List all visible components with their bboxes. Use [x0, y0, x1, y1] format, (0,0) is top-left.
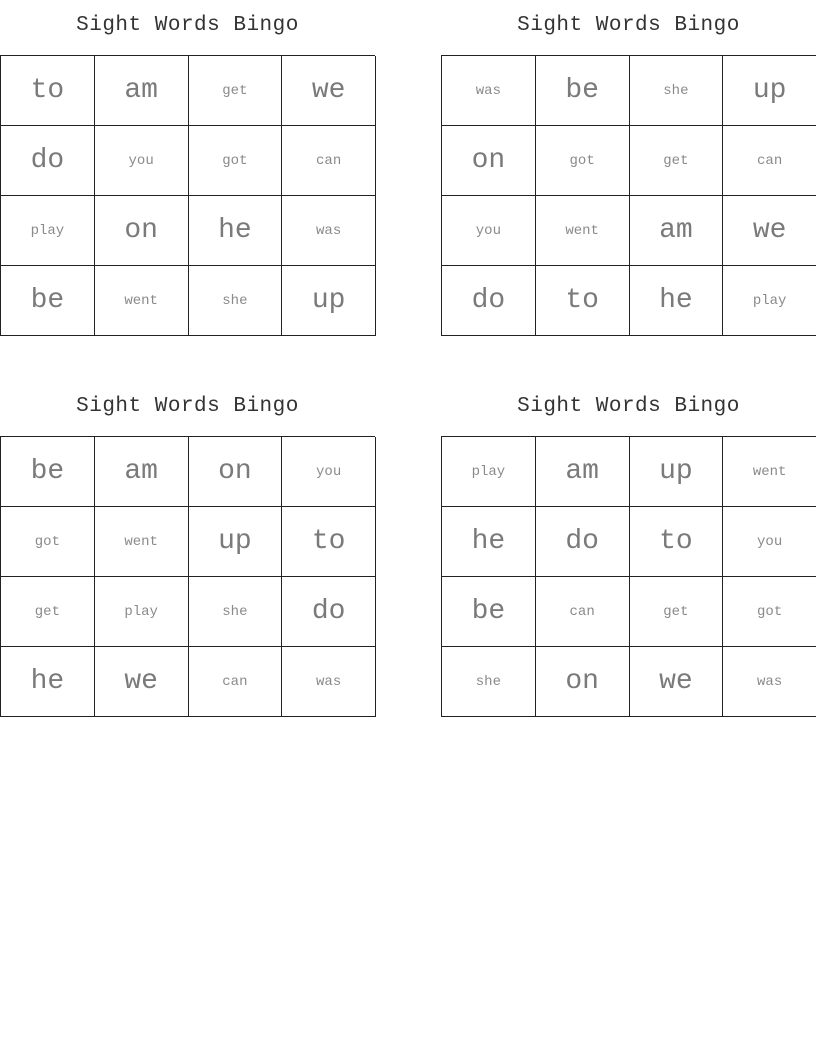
bingo-cell: he	[630, 266, 724, 336]
bingo-cell: up	[282, 266, 376, 336]
bingo-cell: was	[282, 647, 376, 717]
bingo-card-3	[0, 381, 375, 717]
bingo-cell: play	[95, 577, 189, 647]
bingo-cell: be	[536, 56, 630, 126]
card-title: Sight Words Bingo	[517, 395, 740, 418]
bingo-cell: on	[189, 437, 283, 507]
bingo-cell: play	[1, 196, 95, 266]
bingo-grid	[0, 55, 375, 336]
bingo-cell: on	[536, 647, 630, 717]
bingo-cell: you	[95, 126, 189, 196]
bingo-grid	[0, 436, 375, 717]
bingo-cell: up	[723, 56, 816, 126]
bingo-cell: do	[282, 577, 376, 647]
bingo-cell: play	[723, 266, 816, 336]
bingo-cell: went	[95, 266, 189, 336]
bingo-cell: went	[723, 437, 816, 507]
bingo-cell: she	[189, 266, 283, 336]
bingo-cell: we	[723, 196, 816, 266]
bingo-cell: do	[1, 126, 95, 196]
card-title: Sight Words Bingo	[76, 14, 299, 37]
bingo-cell: do	[442, 266, 536, 336]
bingo-cell: we	[95, 647, 189, 717]
bingo-cell: do	[536, 507, 630, 577]
bingo-cell: on	[95, 196, 189, 266]
bingo-cell: am	[536, 437, 630, 507]
bingo-cell: can	[723, 126, 816, 196]
bingo-cell: we	[282, 56, 376, 126]
bingo-cell: to	[282, 507, 376, 577]
bingo-card-1	[0, 0, 375, 336]
bingo-cell: he	[189, 196, 283, 266]
bingo-cell: you	[723, 507, 816, 577]
bingo-cell: got	[723, 577, 816, 647]
bingo-cell: can	[536, 577, 630, 647]
bingo-cell: she	[630, 56, 724, 126]
bingo-cell: got	[189, 126, 283, 196]
bingo-cell: went	[536, 196, 630, 266]
bingo-cell: get	[189, 56, 283, 126]
bingo-cell: am	[95, 437, 189, 507]
card-title: Sight Words Bingo	[517, 14, 740, 37]
bingo-cell: went	[95, 507, 189, 577]
bingo-cell: be	[1, 437, 95, 507]
bingo-cell: get	[630, 126, 724, 196]
bingo-cell: to	[536, 266, 630, 336]
bingo-cell: to	[1, 56, 95, 126]
bingo-cell: she	[442, 647, 536, 717]
bingo-cell: he	[1, 647, 95, 717]
bingo-card-4	[441, 381, 816, 717]
bingo-cell: am	[95, 56, 189, 126]
bingo-cell: was	[723, 647, 816, 717]
bingo-cell: be	[1, 266, 95, 336]
bingo-cell: she	[189, 577, 283, 647]
bingo-cell: be	[442, 577, 536, 647]
bingo-cell: can	[189, 647, 283, 717]
bingo-cell: play	[442, 437, 536, 507]
bingo-card-2	[441, 0, 816, 336]
bingo-cell: get	[630, 577, 724, 647]
bingo-cell: was	[442, 56, 536, 126]
bingo-cell: you	[442, 196, 536, 266]
bingo-cell: was	[282, 196, 376, 266]
bingo-cell: on	[442, 126, 536, 196]
bingo-cell: up	[189, 507, 283, 577]
bingo-cell: got	[536, 126, 630, 196]
bingo-cell: you	[282, 437, 376, 507]
card-title: Sight Words Bingo	[76, 395, 299, 418]
bingo-cell: am	[630, 196, 724, 266]
bingo-cell: got	[1, 507, 95, 577]
bingo-cell: he	[442, 507, 536, 577]
bingo-cell: to	[630, 507, 724, 577]
bingo-cell: up	[630, 437, 724, 507]
bingo-cell: can	[282, 126, 376, 196]
bingo-cell: get	[1, 577, 95, 647]
bingo-grid	[441, 436, 816, 717]
bingo-cell: we	[630, 647, 724, 717]
bingo-grid	[441, 55, 816, 336]
